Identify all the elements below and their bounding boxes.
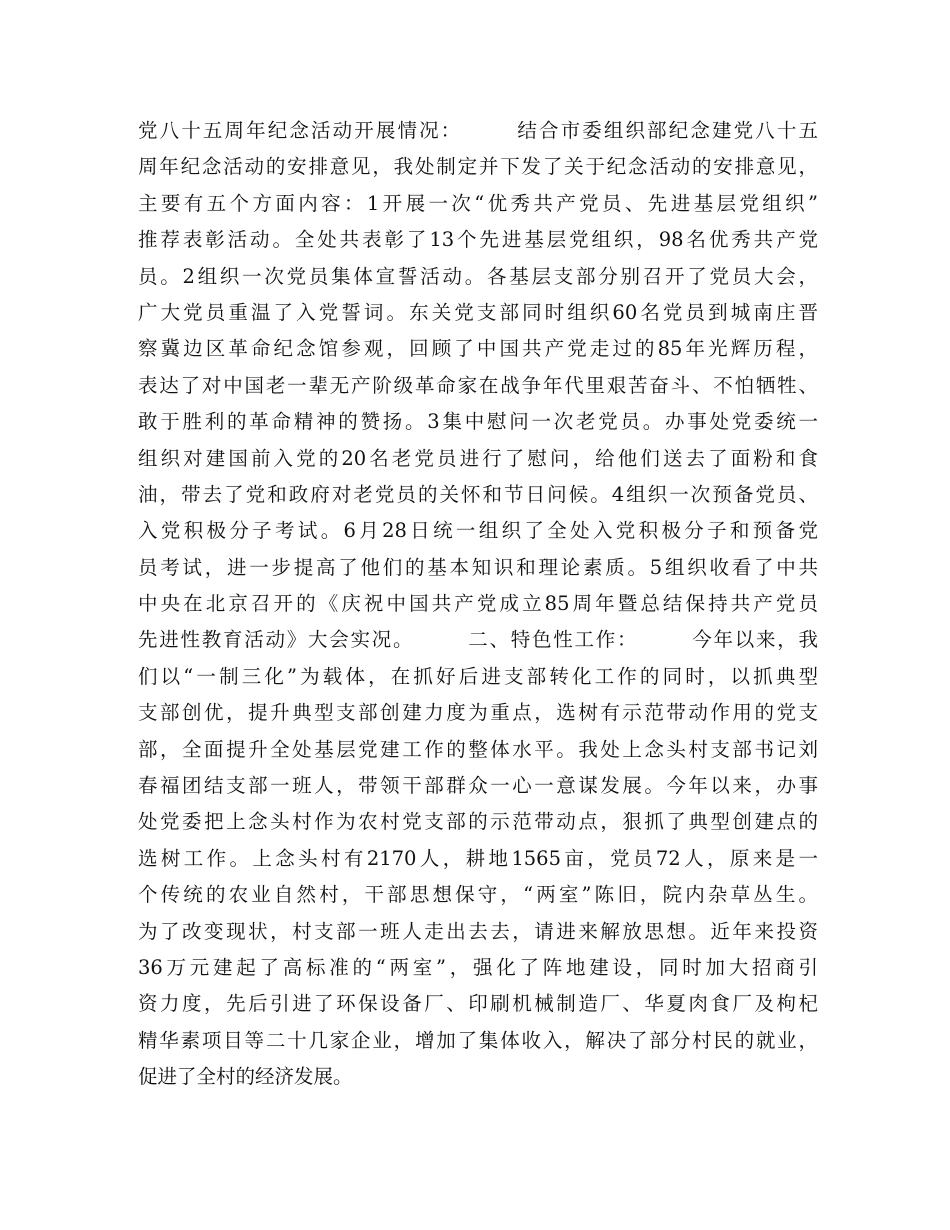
- text-line: 春福团结支部一班人，带领干部群众一心一意谋发展。今年以来，办事: [138, 774, 818, 798]
- text-line: 员考试，进一步提高了他们的基本知识和理论素质。5组织收看了中共: [138, 555, 818, 579]
- text-line: 主要有五个方面内容：1开展一次“优秀共产党员、先进基层党组织”: [138, 191, 818, 215]
- text-line: 广大党员重温了入党誓词。东关党支部同时组织60名党员到城南庄晋: [138, 300, 818, 324]
- text-line: 察冀边区革命纪念馆参观，回顾了中国共产党走过的85年光辉历程，: [138, 337, 818, 361]
- text-line: 部，全面提升全处基层党建工作的整体水平。我处上念头村支部书记刘: [138, 737, 818, 761]
- text-line: 为了改变现状，村支部一班人走出去去，请进来解放思想。近年来投资: [138, 919, 818, 943]
- text-line: 表达了对中国老一辈无产阶级革命家在战争年代里艰苦奋斗、不怕牺牲、: [138, 373, 818, 397]
- text-line: 油，带去了党和政府对老党员的关怀和节日问候。4组织一次预备党员、: [138, 482, 818, 506]
- text-line: 精华素项目等二十几家企业，增加了集体收入，解决了部分村民的就业，: [138, 1028, 818, 1052]
- text-line: 个传统的农业自然村，干部思想保守，“两室”陈旧，院内杂草丛生。: [138, 883, 818, 907]
- text-line: 资力度，先后引进了环保设备厂、印刷机械制造厂、华夏肉食厂及枸杞: [138, 992, 818, 1016]
- text-line: 组织对建国前入党的20名老党员进行了慰问，给他们送去了面粉和食: [138, 446, 818, 470]
- text-line: 敢于胜利的革命精神的赞扬。3集中慰问一次老党员。办事处党委统一: [138, 410, 818, 434]
- body-text: [138, 113, 818, 1096]
- text-line: 支部创优，提升典型支部创建力度为重点，选树有示范带动作用的党支: [138, 701, 818, 725]
- text-line: 党八十五周年纪念活动开展情况： 结合市委组织部纪念建党八十五: [138, 119, 818, 142]
- text-line: 36万元建起了高标准的“两室”，强化了阵地建设，同时加大招商引: [138, 955, 818, 979]
- text-line: 选树工作。上念头村有2170人，耕地1565亩，党员72人，原来是一: [138, 846, 818, 870]
- text-line: 促进了全村的经济发展。: [138, 1065, 353, 1089]
- text-line: 处党委把上念头村作为农村党支部的示范带动点，狠抓了典型创建点的: [138, 810, 818, 834]
- text-line: 先进性教育活动》大会实况。 二、特色性工作： 今年以来，我: [138, 628, 818, 652]
- text-line: 们以“一制三化”为载体，在抓好后进支部转化工作的同时，以抓典型: [138, 664, 818, 688]
- text-line: 员。2组织一次党员集体宣誓活动。各基层支部分别召开了党员大会，: [138, 264, 818, 288]
- text-line: 周年纪念活动的安排意见，我处制定并下发了关于纪念活动的安排意见，: [138, 155, 818, 179]
- text-line: 中央在北京召开的《庆祝中国共产党成立85周年暨总结保持共产党员: [138, 592, 818, 616]
- text-line: 入党积极分子考试。6月28日统一组织了全处入党积极分子和预备党: [138, 519, 818, 543]
- text-line: 推荐表彰活动。全处共表彰了13个先进基层党组织，98名优秀共产党: [138, 228, 818, 252]
